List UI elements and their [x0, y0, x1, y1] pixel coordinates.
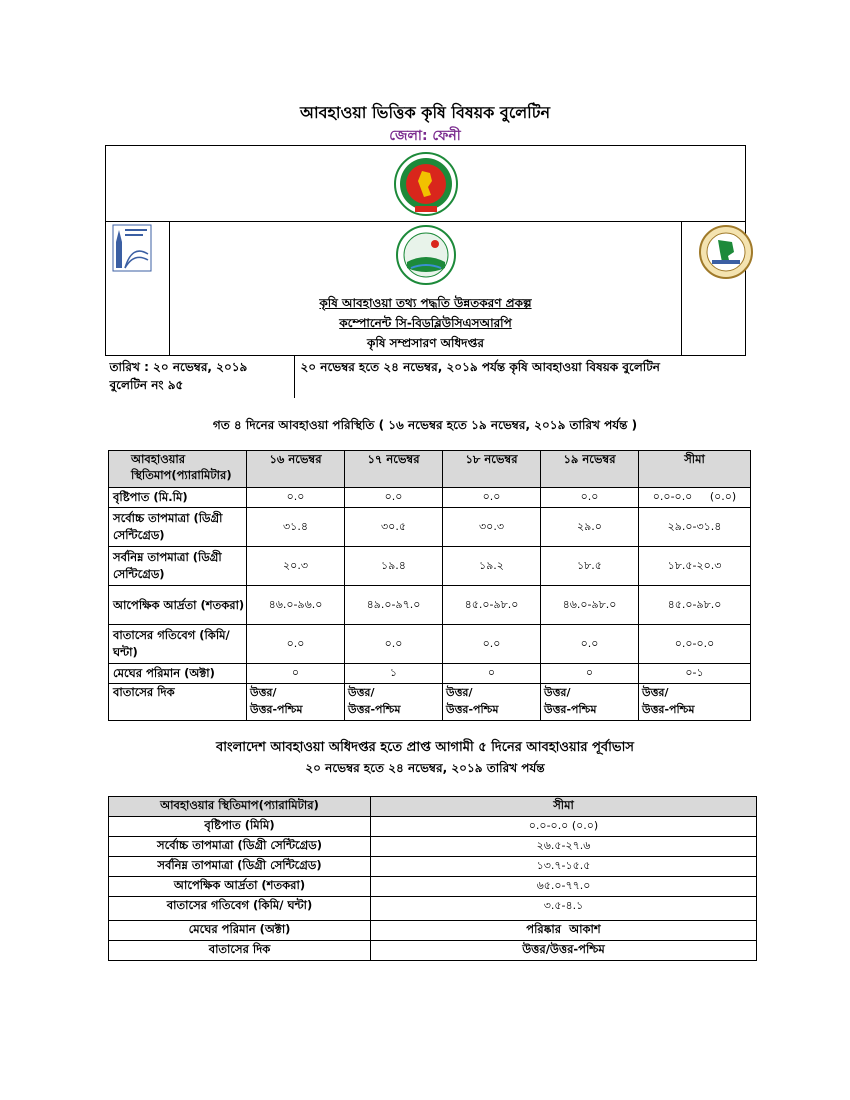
value-cell: ১ — [345, 664, 443, 684]
value-cell: ২৯.০-৩১.৪ — [639, 508, 751, 547]
bulletin-number: বুলেটিন নং ৯৫ — [109, 378, 184, 392]
project-cell — [170, 222, 682, 356]
table-row — [109, 508, 751, 547]
forecast-caption: বাংলাদেশ আবহাওয়া অধিদপ্তর হতে প্রাপ্ত আগামী ৫ দিনের আবহাওয়ার পূর্বাভাস — [216, 740, 634, 755]
value-cell: ৩০.৩ — [443, 508, 541, 547]
value-cell: ০.০-০.০ — [639, 625, 751, 664]
value-cell: ০.০-০.০ (০.০) — [639, 488, 751, 508]
value-cell: পরিষ্কার আকাশ — [371, 921, 757, 941]
wind-direction-cell — [639, 684, 751, 721]
value-cell: ০ — [541, 664, 639, 684]
param-cell: সর্বোচ্চ তাপমাত্রা (ডিগ্রী সেন্টিগ্রেড) — [109, 508, 247, 547]
value-cell: ০.০ — [345, 488, 443, 508]
value-cell: ৪৬.০-৯৮.০ — [541, 586, 639, 625]
table-row — [109, 877, 757, 897]
value-cell: ৬৫.০-৭৭.০ — [371, 877, 757, 897]
value-cell: ৪৯.০-৯৭.০ — [345, 586, 443, 625]
wind-direction-line: উত্তর-পশ্চিম — [348, 703, 401, 716]
param-cell: সর্বনিম্ন তাপমাত্রা (ডিগ্রী সেন্টিগ্রেড) — [109, 547, 247, 586]
param-cell: বাতাসের দিক — [109, 684, 247, 721]
value-cell: ০.০ — [345, 625, 443, 664]
wind-direction-line: উত্তর/ — [348, 686, 375, 699]
value-cell: ০-১ — [639, 664, 751, 684]
value-cell: ১৯.৪ — [345, 547, 443, 586]
value-cell: ২৯.০ — [541, 508, 639, 547]
govt-emblem-icon — [393, 151, 459, 217]
table-header-row — [109, 451, 751, 488]
value-cell: ০.০ — [247, 488, 345, 508]
value-cell: ০.০ — [247, 625, 345, 664]
wind-direction-line: উত্তর/ — [544, 686, 571, 699]
bulletin-date: তারিখ : ২০ নভেম্বর, ২০১৯ — [109, 360, 248, 374]
column-header: ১৯ নভেম্বর — [541, 451, 639, 488]
forecast-period: ২০ নভেম্বর হতে ২৪ নভেম্বর, ২০১৯ তারিখ পর্যন্ত — [305, 761, 545, 775]
table-row — [109, 547, 751, 586]
forecast-table — [108, 796, 757, 961]
value-cell: ০.০ — [541, 625, 639, 664]
table-row — [109, 488, 751, 508]
value-cell: ১৯.২ — [443, 547, 541, 586]
govt-emblem-cell — [106, 146, 746, 222]
project-name: কৃষি আবহাওয়া তথ্য পদ্ধতি উন্নতকরণ প্রকল্প — [319, 296, 532, 310]
project-component: কম্পোনেন্ট সি-বিডব্লিউসিএসআরপি — [339, 316, 512, 330]
bulletin-title: আবহাওয়া ভিত্তিক কৃষি বিষয়ক বুলেটিন — [299, 103, 551, 122]
table-row — [109, 664, 751, 684]
wind-direction-cell — [247, 684, 345, 721]
table-row — [109, 941, 757, 961]
param-cell: আপেক্ষিক আর্দ্রতা (শতকরা) — [109, 586, 247, 625]
value-cell: ০ — [443, 664, 541, 684]
value-cell: ২০.৩ — [247, 547, 345, 586]
param-cell: বাতাসের গতিবেগ (কিমি/ ঘন্টা) — [109, 625, 247, 664]
department-name: কৃষি সম্প্রসারণ অধিদপ্তর — [367, 336, 484, 350]
table-row — [109, 684, 751, 721]
param-cell: সর্বনিম্ন তাপমাত্রা (ডিগ্রী সেন্টিগ্রেড) — [109, 857, 371, 877]
value-cell: ১৮.৫ — [541, 547, 639, 586]
right-logo-cell — [682, 222, 746, 356]
wind-direction-line: উত্তর-পশ্চিম — [544, 703, 597, 716]
meteorology-logo-icon — [112, 224, 152, 272]
project-logo-icon — [395, 224, 457, 286]
wind-direction-line: উত্তর/ — [250, 686, 277, 699]
dae-logo-icon — [698, 224, 754, 280]
wind-direction-line: উত্তর/ — [642, 686, 669, 699]
date-cell — [106, 356, 295, 398]
param-cell: বাতাসের দিক — [109, 941, 371, 961]
value-cell: ১৮.৫-২০.৩ — [639, 547, 751, 586]
table-row — [109, 921, 757, 941]
left-logo-cell — [106, 222, 170, 356]
param-cell: মেঘের পরিমান (অক্টা) — [109, 664, 247, 684]
column-header: ১৭ নভেম্বর — [345, 451, 443, 488]
value-cell: ১৩.৭-১৫.৫ — [371, 857, 757, 877]
value-cell: ৪৫.০-৯৮.০ — [639, 586, 751, 625]
value-cell: ৪৬.০-৯৬.০ — [247, 586, 345, 625]
param-cell: আপেক্ষিক আর্দ্রতা (শতকরা) — [109, 877, 371, 897]
value-cell: ০.০ — [443, 488, 541, 508]
value-cell: ০.০ — [541, 488, 639, 508]
table-row — [109, 837, 757, 857]
bulletin-period: ২০ নভেম্বর হতে ২৪ নভেম্বর, ২০১৯ পর্যন্ত কৃষি আবহাওয়া বিষয়ক বুলেটিন — [300, 360, 660, 374]
district-label: জেলা: ফেনী — [389, 128, 461, 144]
value-cell: ২৬.৫-২৭.৬ — [371, 837, 757, 857]
wind-direction-line: উত্তর-পশ্চিম — [642, 703, 695, 716]
observed-caption: গত ৪ দিনের আবহাওয়া পরিস্থিতি ( ১৬ নভেম্বর হতে ১৯ নভেম্বর, ২০১৯ তারিখ পর্যন্ত ) — [212, 418, 638, 432]
column-header: ১৬ নভেম্বর — [247, 451, 345, 488]
column-header: সীমা — [639, 451, 751, 488]
header-box — [105, 145, 746, 398]
value-cell: ৩১.৪ — [247, 508, 345, 547]
value-cell: ০.০-০.০ (০.০) — [371, 817, 757, 837]
table-row — [109, 857, 757, 877]
column-header: ১৮ নভেম্বর — [443, 451, 541, 488]
param-cell: মেঘের পরিমান (অক্টা) — [109, 921, 371, 941]
wind-direction-line: উত্তর-পশ্চিম — [446, 703, 499, 716]
value-cell: ৪৫.০-৯৮.০ — [443, 586, 541, 625]
column-header: আবহাওয়ার স্থিতিমাপ(প্যারামিটার) — [109, 797, 371, 817]
param-cell: বৃষ্টিপাত (মিমি) — [109, 817, 371, 837]
column-header: সীমা — [371, 797, 757, 817]
param-cell: বৃষ্টিপাত (মি.মি) — [109, 488, 247, 508]
wind-direction-cell — [345, 684, 443, 721]
table-row — [109, 586, 751, 625]
wind-direction-cell — [443, 684, 541, 721]
table-header-row — [109, 797, 757, 817]
value-cell: ৩.৫-৪.১ — [371, 897, 757, 921]
table-row — [109, 817, 757, 837]
value-cell: ৩০.৫ — [345, 508, 443, 547]
value-cell: উত্তর/উত্তর-পশ্চিম — [371, 941, 757, 961]
wind-direction-line: উত্তর-পশ্চিম — [250, 703, 303, 716]
param-cell: বাতাসের গতিবেগ (কিমি/ ঘন্টা) — [109, 897, 371, 921]
wind-direction-line: উত্তর/ — [446, 686, 473, 699]
param-cell: সর্বোচ্চ তাপমাত্রা (ডিগ্রী সেন্টিগ্রেড) — [109, 837, 371, 857]
value-cell: ০.০ — [443, 625, 541, 664]
wind-direction-cell — [541, 684, 639, 721]
value-cell: ০ — [247, 664, 345, 684]
observed-weather-table — [108, 450, 751, 721]
table-row — [109, 897, 757, 921]
column-header: আবহাওয়ার স্থিতিমাপ(প্যারামিটার) — [109, 451, 247, 488]
table-row — [109, 625, 751, 664]
